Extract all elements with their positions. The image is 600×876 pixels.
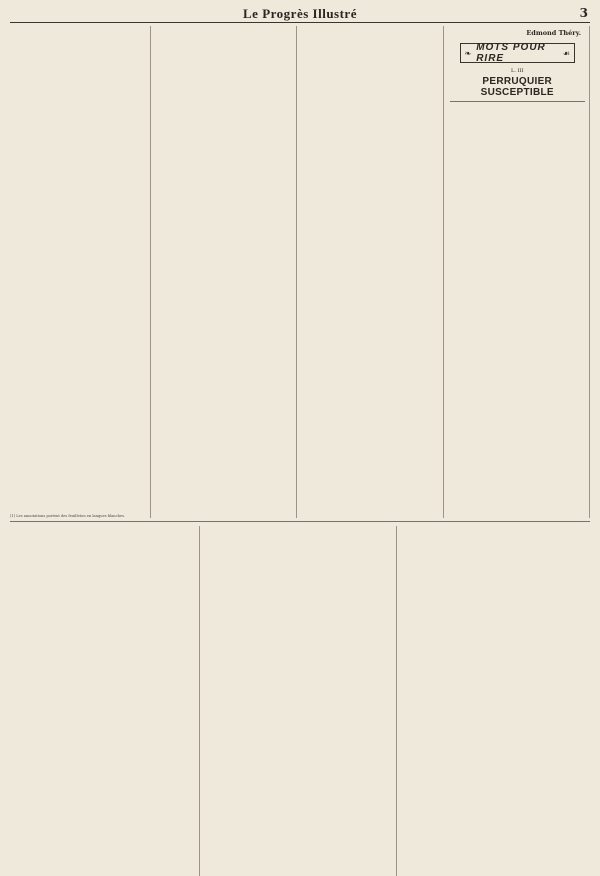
newspaper-title: Le Progrès Illustré (243, 6, 357, 21)
section-divider (10, 521, 590, 522)
page-number: 3 (579, 6, 588, 20)
feuilleton-column-3 (405, 526, 590, 876)
ornament-icon: ❧ (464, 48, 472, 58)
column-3 (303, 26, 444, 518)
column-2 (157, 26, 298, 518)
column-1 (10, 26, 151, 518)
bottom-section (10, 526, 590, 876)
masthead (10, 6, 590, 23)
column-4 (450, 26, 591, 518)
footnote: (1) Les annotations portent des feuilleton en langues blanches. (10, 514, 126, 518)
mots-pour-rire-title: MOTS POUR RIRE (476, 42, 546, 64)
section-title: PERRUQUIER SUSCEPTIBLE (450, 76, 586, 102)
ornament-icon: ☙ (562, 48, 570, 58)
mots-pour-rire-header (460, 43, 576, 63)
author-signature: Edmond Théry. (526, 29, 581, 37)
feuilleton-column-1 (10, 526, 200, 876)
top-section (10, 26, 590, 518)
section-number: L. III (511, 68, 524, 74)
feuilleton-column-2 (208, 526, 398, 876)
